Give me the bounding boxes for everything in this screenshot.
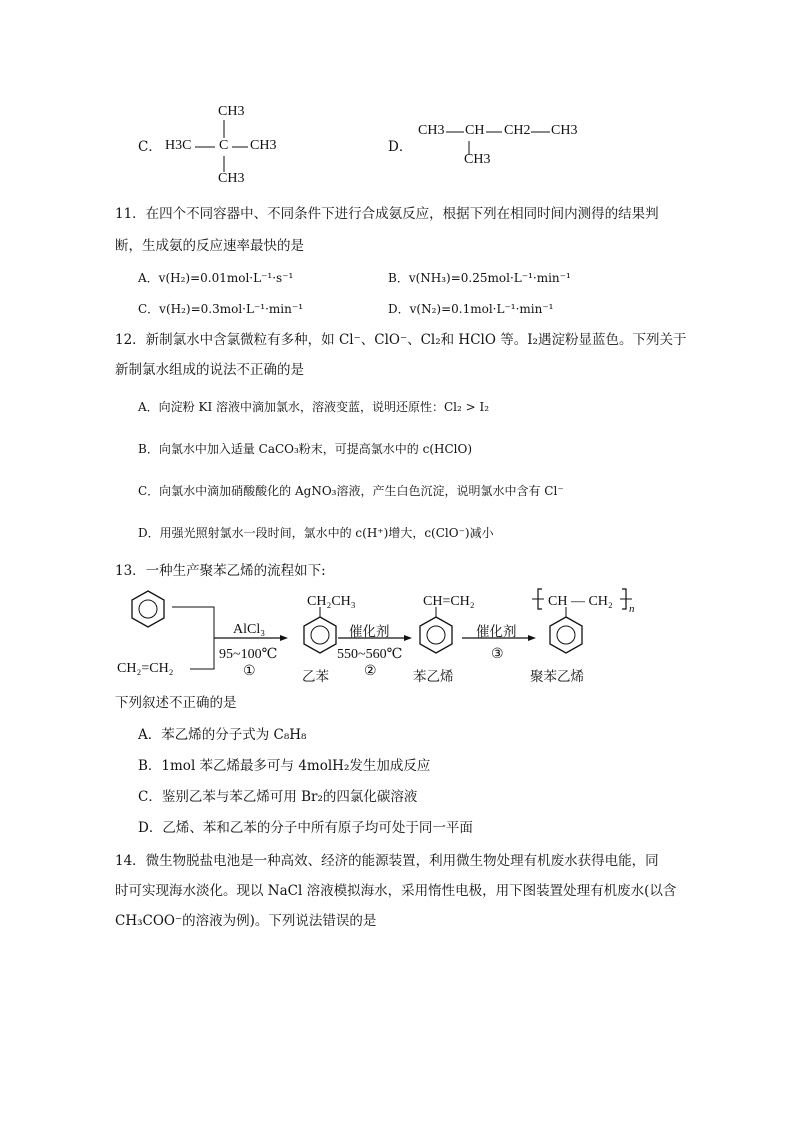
step-3-label: ③ xyxy=(491,647,504,662)
q12-option-a: A．向淀粉 KI 溶液中滴加氯水，溶液变蓝，说明还原性：Cl₂ > I₂ xyxy=(138,400,490,414)
c-center-atom: C xyxy=(219,138,229,153)
q12-stem-line2: 新制氯水组成的说法不正确的是 xyxy=(115,362,304,378)
styrene-group: CH=CH₂ xyxy=(423,594,475,609)
q13-question: 下列叙述不正确的是 xyxy=(115,695,237,711)
c-bonds xyxy=(190,118,260,178)
ethylbenzene-group: CH₂CH₃ xyxy=(307,594,356,609)
d-branch: CH3 xyxy=(464,152,491,167)
step-2-label: ② xyxy=(364,664,377,679)
q12-option-d: D．用强光照射氯水一段时间，氯水中的 c(H⁺)增大，c(ClO⁻)减小 xyxy=(138,526,494,540)
c-top-group: CH3 xyxy=(218,104,245,119)
polystyrene-ring-icon xyxy=(550,607,582,653)
c-bottom-group: CH3 xyxy=(218,171,245,186)
polymer-group: CH — CH₂ xyxy=(548,594,613,609)
q12-option-b: B．向氯水中加入适量 CaCO₃粉末，可提高氯水中的 c(HClO) xyxy=(138,442,473,456)
d-chain-1: CH3 xyxy=(418,123,445,138)
d-chain-2: CH xyxy=(465,123,485,138)
catalyst-2-label: 催化剂 xyxy=(349,624,390,640)
temp-1-label: 95~100℃ xyxy=(219,647,278,662)
c-right-group: CH3 xyxy=(250,138,277,153)
option-d-label: D． xyxy=(388,139,413,155)
styrene-name: 苯乙烯 xyxy=(413,669,454,685)
c-left-group: H3C xyxy=(165,138,192,153)
q13-option-b: B．1mol 苯乙烯最多可与 4molH₂发生加成反应 xyxy=(138,758,431,774)
q13-stem: 13．一种生产聚苯乙烯的流程如下: xyxy=(115,563,326,579)
option-c-label: C． xyxy=(138,139,162,155)
q11-option-a: A．v(H₂)=0.01mol·L⁻¹·s⁻¹ xyxy=(138,271,294,285)
step-1-label: ① xyxy=(243,664,256,679)
polymer-name: 聚苯乙烯 xyxy=(530,669,584,685)
q14-stem-line3: CH₃COO⁻的溶液为例)。下列说法错误的是 xyxy=(115,913,377,929)
q14-stem-line1: 14．微生物脱盐电池是一种高效、经济的能源装置，利用微生物处理有机废水获得电能，同 xyxy=(115,853,659,869)
ethylbenzene-name: 乙苯 xyxy=(302,669,329,685)
q13-option-c: C．鉴别乙苯与苯乙烯可用 Br₂的四氯化碳溶液 xyxy=(138,789,418,805)
q11-option-d: D．v(N₂)=0.1mol·L⁻¹·min⁻¹ xyxy=(388,302,554,316)
q14-stem-line2: 时可实现海水淡化。现以 NaCl 溶液模拟海水，采用惰性电极，用下图装置处理有机废水(以含 xyxy=(115,883,677,899)
d-chain-4: CH3 xyxy=(551,123,578,138)
q12-option-c: C．向氯水中滴加硝酸酸化的 AgNO₃溶液，产生白色沉淀，说明氯水中含有 Cl⁻ xyxy=(138,484,564,498)
catalyst-3-label: 催化剂 xyxy=(476,624,517,640)
d-bonds xyxy=(440,125,560,160)
ethylbenzene-ring-icon xyxy=(304,607,336,653)
q12-stem-line1: 12．新制氯水中含氯微粒有多种，如 Cl⁻、ClO⁻、Cl₂和 HClO 等。I₂遇淀粉显蓝色。下列关于 xyxy=(115,332,687,348)
q11-option-b: B．v(NH₃)=0.25mol·L⁻¹·min⁻¹ xyxy=(388,271,571,285)
benzene-icon xyxy=(132,591,164,627)
temp-2-label: 550~560℃ xyxy=(337,647,403,662)
q11-stem-line2: 断，生成氨的反应速率最快的是 xyxy=(115,238,304,254)
q13-option-a: A．苯乙烯的分子式为 C₈H₈ xyxy=(138,727,307,743)
q13-option-d: D．乙烯、苯和乙苯的分子中所有原子均可处于同一平面 xyxy=(138,820,473,836)
polymer-n: n xyxy=(629,603,635,615)
ethylene-label: CH₂=CH₂ xyxy=(117,661,174,676)
q11-option-c: C．v(H₂)=0.3mol·L⁻¹·min⁻¹ xyxy=(138,302,304,316)
styrene-ring-icon xyxy=(420,607,452,653)
q11-stem-line1: 11．在四个不同容器中、不同条件下进行合成氨反应，根据下列在相同时间内测得的结果判 xyxy=(115,206,659,222)
catalyst-1-label: AlCl₃ xyxy=(233,622,266,637)
d-chain-3: CH2 xyxy=(504,123,531,138)
